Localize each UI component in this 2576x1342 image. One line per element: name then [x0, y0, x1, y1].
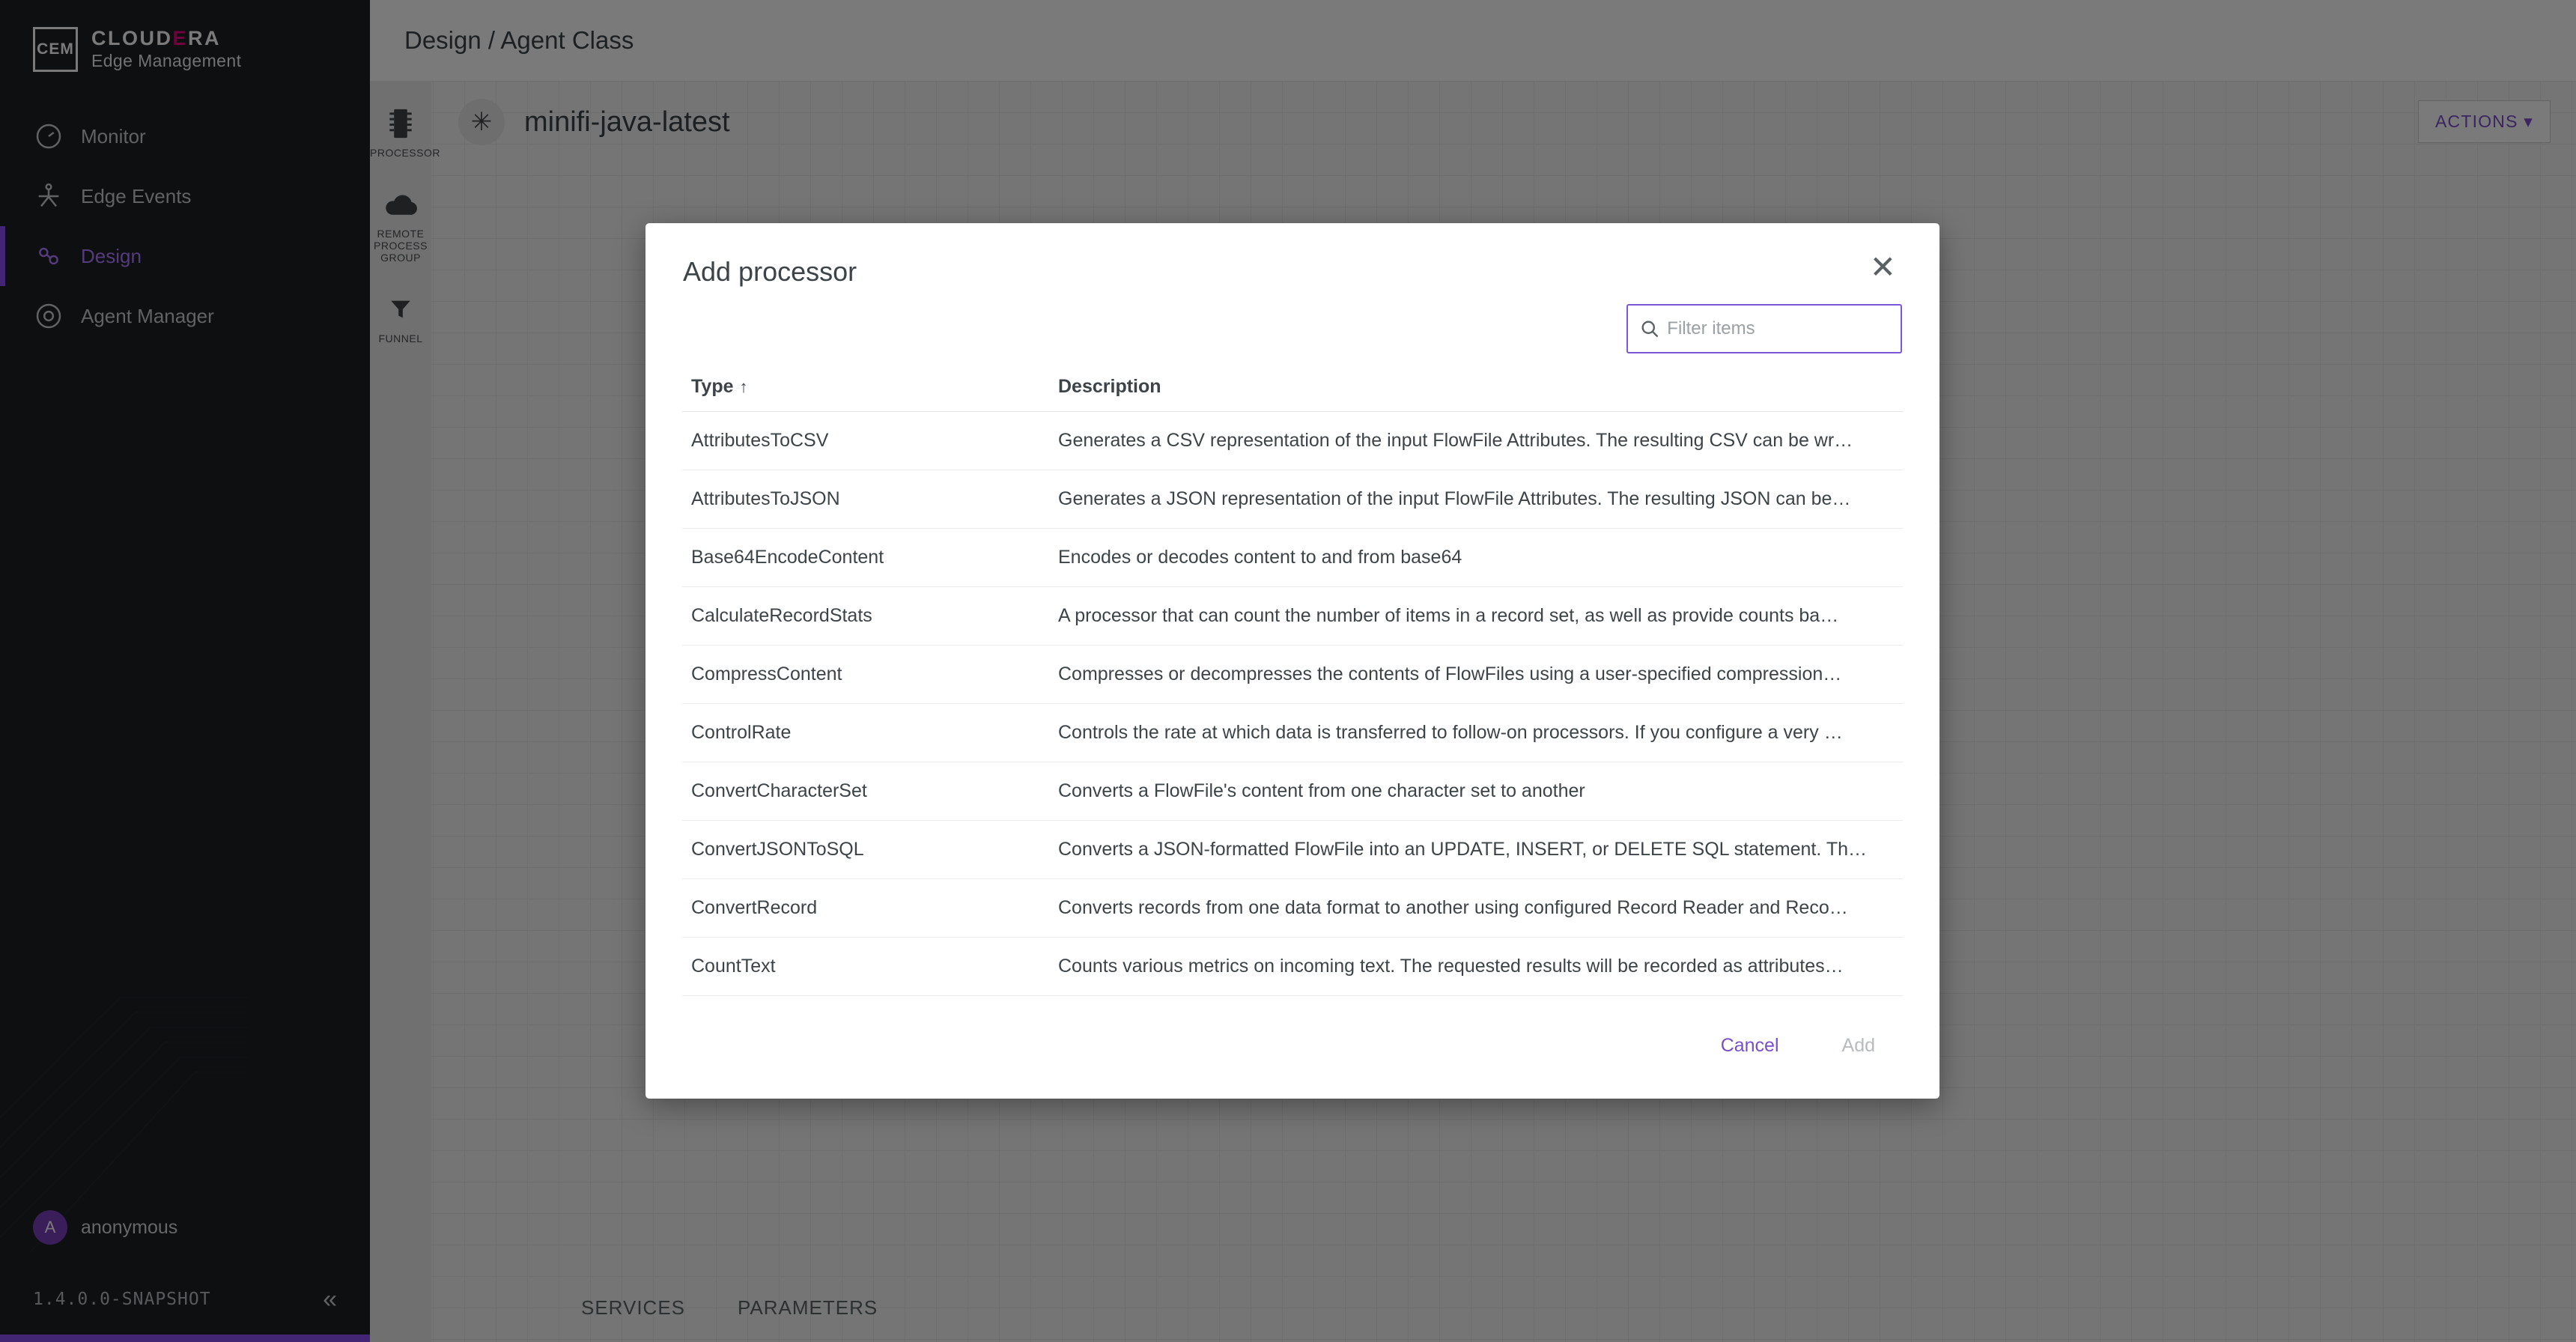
column-header-description[interactable]: [1049, 376, 1903, 412]
cell-description: Generates a JSON representation of the input FlowFile Attributes. The resulting JSON can be…: [1049, 470, 1903, 529]
table-row[interactable]: [682, 529, 1903, 587]
cell-description: Compresses or decompresses the contents of FlowFiles using a user-specified compression…: [1049, 646, 1903, 704]
cell-type: Base64EncodeContent: [682, 529, 1049, 587]
cell-description: A processor that can count the number of items in a record set, as well as provide counts ba…: [1049, 587, 1903, 646]
search-icon: [1638, 316, 1661, 341]
dialog-header: [645, 223, 1939, 295]
cell-description: Converts a FlowFile's content from one character set to another: [1049, 762, 1903, 821]
column-header-type[interactable]: [682, 376, 1049, 412]
column-header-description-label: Description: [1058, 376, 1161, 397]
table-row[interactable]: [682, 704, 1903, 762]
processor-table-body: [682, 412, 1903, 996]
cell-type: ConvertCharacterSet: [682, 762, 1049, 821]
processor-table: [682, 376, 1903, 996]
table-row[interactable]: [682, 412, 1903, 470]
cell-type: ConvertRecord: [682, 879, 1049, 938]
cell-type: AttributesToJSON: [682, 470, 1049, 529]
cell-description: Counts various metrics on incoming text. The requested results will be recorded as attributes…: [1049, 938, 1903, 996]
filter-items-box[interactable]: [1626, 304, 1902, 353]
table-row[interactable]: [682, 587, 1903, 646]
cell-type: CalculateRecordStats: [682, 587, 1049, 646]
table-row[interactable]: [682, 762, 1903, 821]
cell-type: CompressContent: [682, 646, 1049, 704]
table-row[interactable]: [682, 821, 1903, 879]
dialog-footer: [645, 996, 1939, 1099]
cancel-button[interactable]: Cancel: [1698, 1023, 1802, 1069]
table-row[interactable]: [682, 470, 1903, 529]
close-icon[interactable]: ✕: [1869, 249, 1896, 285]
cell-description: Controls the rate at which data is transferred to follow-on processors. If you configure a very …: [1049, 704, 1903, 762]
cell-type: ControlRate: [682, 704, 1049, 762]
table-row[interactable]: [682, 879, 1903, 938]
cell-type: CountText: [682, 938, 1049, 996]
cell-description: Encodes or decodes content to and from base64: [1049, 529, 1903, 587]
dialog-title: Add processor: [683, 256, 857, 287]
cell-description: Converts records from one data format to another using configured Record Reader and Reco…: [1049, 879, 1903, 938]
table-header-row: [682, 376, 1903, 412]
sort-ascending-icon: ↑: [739, 377, 748, 396]
column-header-type-label: Type: [691, 376, 734, 397]
search-input[interactable]: [1665, 318, 1890, 340]
table-row[interactable]: [682, 646, 1903, 704]
processor-table-head: [682, 376, 1903, 412]
cell-type: ConvertJSONToSQL: [682, 821, 1049, 879]
cell-description: Generates a CSV representation of the input FlowFile Attributes. The resulting CSV can be wr…: [1049, 412, 1903, 470]
add-button[interactable]: Add: [1820, 1023, 1898, 1069]
table-row[interactable]: [682, 938, 1903, 996]
add-processor-dialog: [645, 223, 1939, 1099]
cell-type: AttributesToCSV: [682, 412, 1049, 470]
filter-row: [645, 295, 1939, 353]
cell-description: Converts a JSON-formatted FlowFile into an UPDATE, INSERT, or DELETE SQL statement. Th…: [1049, 821, 1903, 879]
